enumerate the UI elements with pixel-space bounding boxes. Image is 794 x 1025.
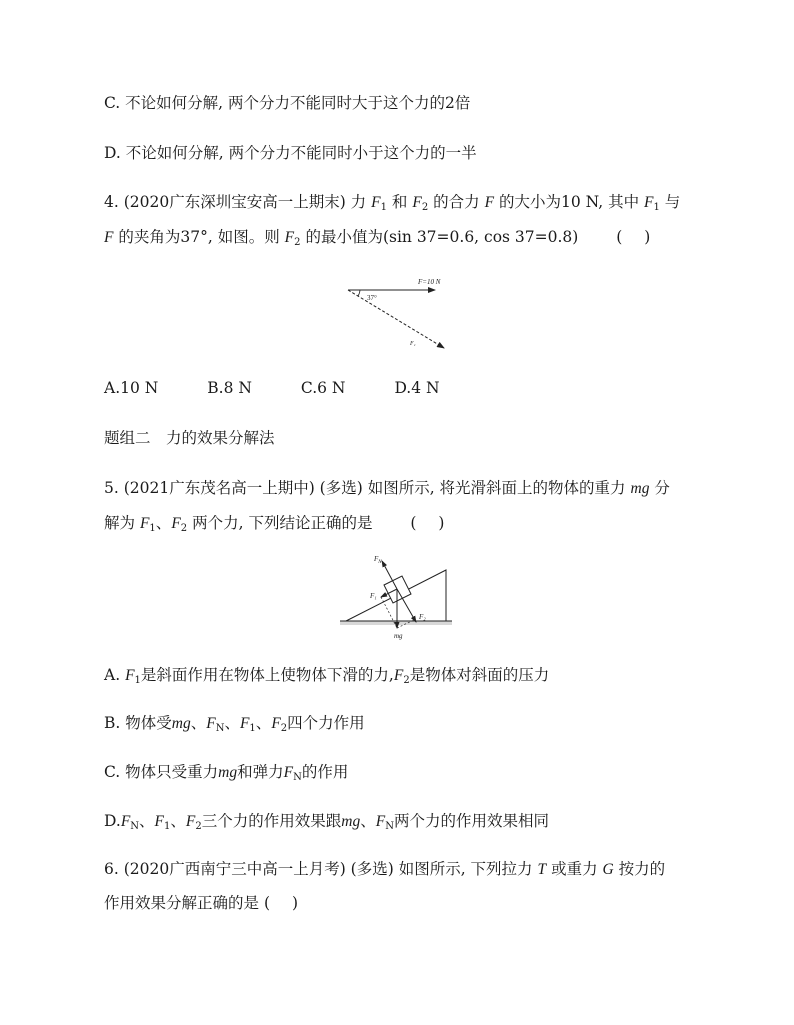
symbol-f: F — [644, 194, 654, 211]
q4-option-d: D.4 N — [394, 379, 440, 397]
subscript-1: 1 — [249, 723, 256, 734]
subscript-n: N — [215, 723, 225, 734]
q5-stem-text-e: 两个力, 下列结论正确的是 — [192, 514, 373, 532]
q4-force-diagram — [340, 268, 460, 356]
q5-option-d: $D.F_N$、$F_1$、$F_2$三个力的作用效果跟mg、$F_N$两个力的作用效果相同 — [104, 812, 549, 832]
subscript-1: 1 — [134, 675, 141, 686]
ground-surface — [340, 621, 452, 625]
subscript-n: N — [293, 772, 302, 783]
q5-stem-text-a: 5. (2021广东茂名高一上期中) (多选) 如图所示, 将光滑斜面上的物体的重力 — [104, 479, 626, 497]
force-f1-arrow — [348, 290, 444, 348]
subscript-2: 2 — [180, 523, 188, 534]
symbol-g: G — [602, 861, 614, 878]
subscript-1: 1 — [149, 523, 156, 534]
symbol-f: F — [412, 194, 422, 211]
q6-stem-line2 — [104, 893, 298, 913]
label-mg: mg — [394, 632, 403, 640]
label-f-10n: F=10 N — [418, 278, 441, 286]
subscript-n: N — [130, 821, 140, 832]
answer-paren-open: ( — [410, 514, 417, 532]
q4-stem-text-a: 4. (2020广东深圳宝安高一上期末) 力 — [104, 193, 367, 211]
answer-paren-open: ( — [616, 228, 623, 246]
label-f1: F₁ — [410, 341, 416, 347]
symbol-t: T — [537, 861, 547, 878]
q5-stem-text-c: 解为 — [104, 514, 136, 532]
section-heading: 题组二 力的效果分解法 — [104, 429, 275, 447]
q6-stem-line1 — [104, 859, 665, 880]
q4-stem-text-g: 的最小值为(sin 37=0.6, cos 37=0.8) — [305, 228, 579, 246]
label-fn: $F_N$ — [374, 555, 382, 565]
subscript-2: 2 — [195, 821, 202, 832]
q5-option-c: C. 物体只受重力mg和弹力$F_N$的作用 — [104, 763, 349, 783]
symbol-f: F — [154, 813, 165, 830]
symbol-f: F — [171, 515, 181, 532]
q3-option-c: C. 不论如何分解, 两个分力不能同时大于这个力的2倍 — [104, 94, 471, 112]
q4-stem-text-d: 的大小为10 N, 其中 — [499, 193, 640, 211]
symbol-f: F — [393, 667, 404, 684]
symbol-mg: mg — [630, 480, 650, 497]
q4-stem-line1 — [104, 192, 680, 218]
symbol-f: F — [125, 667, 135, 684]
symbol-mg: mg — [218, 764, 238, 781]
q4-stem-text-c: 的合力 — [433, 193, 480, 211]
q5-stem-text-b: 分 — [654, 479, 670, 497]
q3-option-d: D. 不论如何分解, 两个分力不能同时小于这个力的一半 — [104, 144, 477, 162]
q4-option-c: C.6 N — [300, 379, 346, 397]
q4-stem-text-b: 和 — [391, 193, 408, 211]
q6-stem-text-a: 6. (2020广西南宁三中高一上月考) (多选) 如图所示, 下列拉力 — [104, 860, 533, 878]
symbol-f: F — [104, 229, 114, 246]
answer-paren-close: ) — [438, 514, 445, 532]
answer-paren-open: ( — [263, 894, 271, 912]
symbol-f: F — [239, 715, 250, 732]
q5-option-b: B. 物体受mg、$F_N$、$F_1$、$F_2$四个力作用 — [104, 714, 365, 734]
q4-stem-line2 — [104, 227, 650, 253]
q4-stem-text-e: 与 — [664, 193, 681, 211]
symbol-f: F — [375, 813, 386, 830]
subscript-2: 2 — [403, 675, 410, 686]
q4-options — [104, 378, 440, 398]
q5-stem-text-d: 、 — [155, 514, 172, 532]
symbol-f: F — [283, 764, 294, 781]
subscript-2: 2 — [280, 723, 288, 734]
symbol-f: F — [371, 194, 381, 211]
q6-stem-text-b: 或重力 — [551, 860, 598, 878]
subscript-1: 1 — [380, 202, 387, 213]
subscript-2: 2 — [421, 202, 429, 213]
angle-arc — [358, 290, 360, 296]
symbol-f: F — [206, 715, 216, 732]
subscript-n: N — [385, 821, 394, 832]
subscript-2: 2 — [294, 237, 301, 248]
q4-stem-text-f: 的夹角为37°, 如图。则 — [118, 228, 280, 246]
label-angle-37: 37° — [367, 294, 377, 302]
symbol-f: F — [139, 515, 150, 532]
symbol-mg: mg — [171, 715, 191, 732]
symbol-f: F — [120, 813, 131, 830]
answer-paren-close: ) — [644, 228, 651, 246]
label-f2: F₂ — [419, 613, 426, 621]
q6-stem-text-d: 作用效果分解正确的是 — [104, 894, 260, 912]
symbol-f: F — [271, 715, 281, 732]
q5-stem-line2 — [104, 513, 444, 539]
q5-stem-line1 — [104, 478, 670, 499]
q5-option-a: A. $F_1$是斜面作用在物体上使物体下滑的力$,F_2$是物体对斜面的压力 — [104, 666, 550, 686]
subscript-1: 1 — [653, 202, 660, 213]
symbol-f: F — [284, 229, 295, 246]
symbol-mg: mg — [341, 813, 361, 830]
label-f1: F₁ — [370, 592, 377, 600]
q4-option-b: B.8 N — [207, 379, 252, 397]
symbol-f: F — [484, 194, 495, 211]
q5-incline-diagram — [338, 548, 454, 642]
answer-paren-close: ) — [292, 894, 299, 912]
subscript-1: 1 — [164, 821, 171, 832]
q6-stem-text-c: 按力的 — [618, 860, 666, 878]
symbol-f: F — [185, 813, 196, 830]
q4-option-a: A.10 N — [104, 379, 159, 397]
